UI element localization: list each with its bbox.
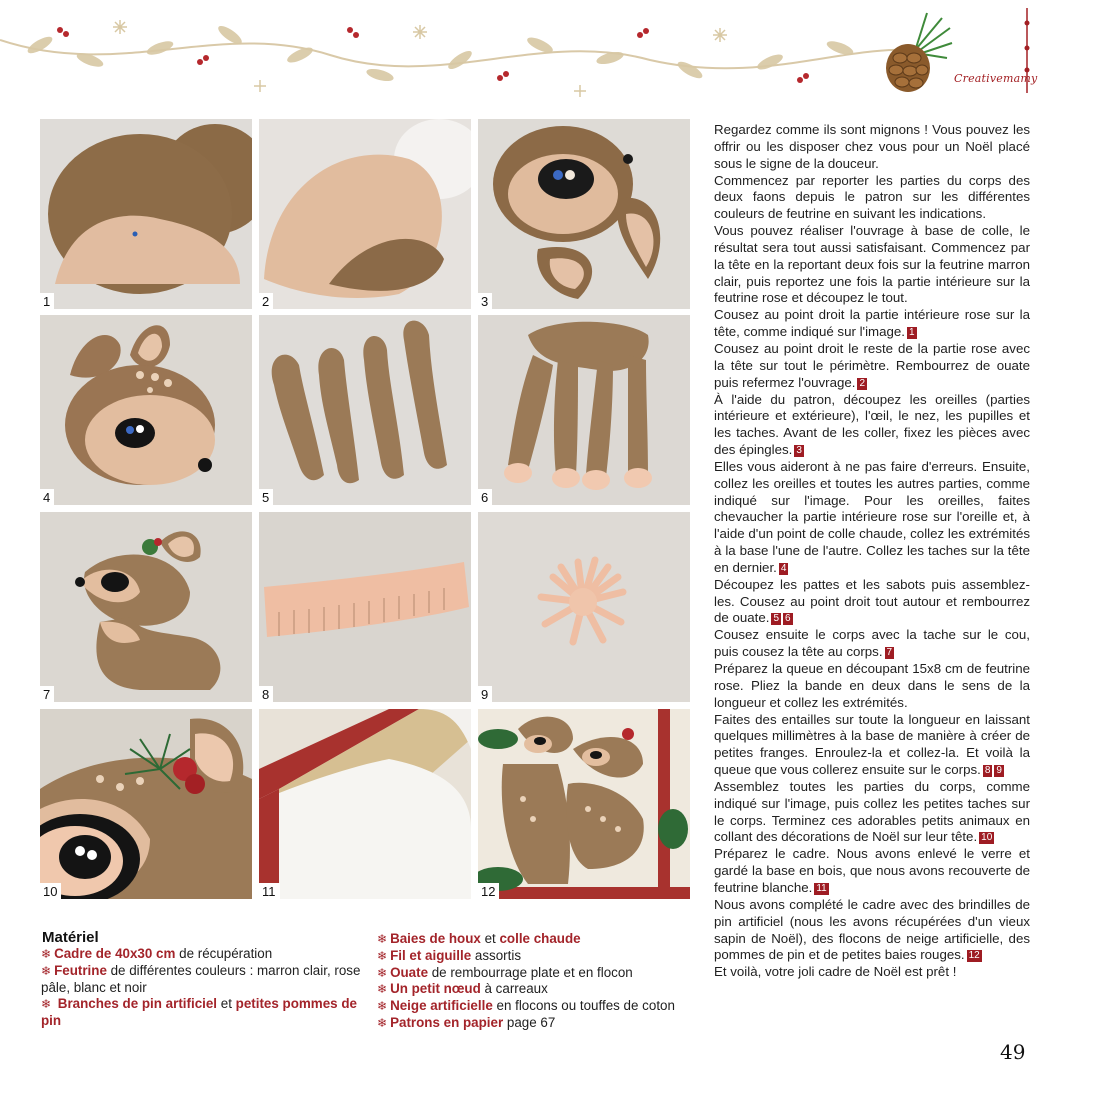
material-item-detail: de récupération	[175, 946, 273, 961]
step-badge: 7	[886, 647, 893, 659]
step-number: 1	[40, 293, 54, 309]
instruction-text: Préparez le cadre. Nous avons enlevé le verre et gardé la base en bois, que nous avons recouverte de feutrine blanche.	[714, 846, 1030, 895]
instruction-text: Et voilà, votre joli cadre de Noël est prêt !	[714, 964, 957, 980]
material-item-name: Feutrine	[54, 962, 107, 978]
step-photo-5	[259, 315, 471, 505]
material-list-left	[41, 946, 361, 1030]
head-decoration-closeup-image	[40, 709, 252, 899]
step-photo-6	[478, 315, 690, 505]
material-item-name: Ouate	[390, 964, 429, 980]
instruction-text: Faites des entailles sur toute la longueur en laissant quelques millimètres à la base de manière à créer de petites franges. Enroulez-la et collez-la. Et voilà la queue que vous collerez ensuite sur le corps.	[714, 711, 1030, 778]
material-item-name: Fil et aiguille	[390, 947, 472, 963]
material-item-name: Un petit nœud	[390, 981, 481, 997]
snowflake-icon: ❄	[41, 947, 52, 961]
material-item-detail: page 67	[503, 1014, 556, 1030]
sewn-head-image	[259, 119, 471, 309]
snowflake-icon: ❄	[41, 997, 52, 1012]
snowflake-icon: ❄	[377, 948, 388, 963]
step-photo-4	[40, 315, 252, 505]
instruction-paragraph	[714, 897, 1030, 964]
material-item-detail: en flocons ou touffes de coton	[492, 998, 675, 1014]
fringed-tail-strip-image	[259, 512, 471, 702]
step-number: 3	[478, 293, 492, 309]
instruction-paragraph	[714, 577, 1030, 628]
instruction-text: Vous pouvez réaliser l'ouvrage à base de colle, le résultat sera tout aussi satisfaisant. Commencez par la tête en la reportant deux fois sur la feutrine marron clair, puis reportez une fois la partie intérieure sur la feutrine rose et découpez le tout.	[714, 223, 1030, 306]
instruction-text: Assemblez toutes les parties du corps, comme indiqué sur l'image, puis collez les petites taches sur le corps. Terminez ces adorables petits animaux en collant des décorations de Noël sur leur tête.	[714, 778, 1030, 845]
step-photo-1	[40, 119, 252, 309]
garland-decoration	[0, 0, 1000, 100]
instruction-text: Découpez les pattes et les sabots puis assemblez-les. Cousez au point droit tout autour et rembourrez de ouate.	[714, 576, 1030, 626]
assembled-head-image	[40, 315, 252, 505]
material-item	[377, 931, 697, 948]
material-item	[377, 998, 697, 1015]
instruction-paragraph	[714, 627, 1030, 661]
step-photo-2	[259, 119, 471, 309]
rolled-tail-image	[478, 512, 690, 702]
material-item	[377, 981, 697, 998]
snowflake-icon: ❄	[377, 1015, 388, 1030]
material-item	[41, 946, 361, 963]
step-photo-3	[478, 119, 690, 309]
instruction-text: Préparez la queue en découpant 15x8 cm de feutrine rose. Pliez la bande en deux dans le sens de la longueur et collez les extrémités.	[714, 661, 1030, 710]
instruction-text: Regardez comme ils sont mignons ! Vous pouvez les offrir ou les disposer chez vous pour un Noël placé sous le signe de la douceur.	[714, 122, 1030, 171]
instruction-paragraph	[714, 392, 1030, 459]
step-number: 7	[40, 686, 54, 702]
instruction-paragraph	[714, 173, 1030, 224]
frame-with-felt-image	[259, 709, 471, 899]
step-badge: 12	[968, 950, 980, 962]
material-item-name: Patrons en papier	[390, 1014, 504, 1030]
instruction-text: Nous avons complété le cadre avec des brindilles de pin artificiel (nous les avons récupérées d'un vieux sapin de Noël), des flocons de neige artificielle, des pommes de pin et de petites baies rouges.	[714, 896, 1030, 963]
material-item-detail: assortis	[471, 947, 522, 963]
instruction-paragraph	[714, 661, 1030, 712]
step-badge: 3	[796, 445, 802, 457]
page-number: 49	[1000, 1040, 1026, 1064]
step-photo-10	[40, 709, 252, 899]
step-badge: 6	[785, 613, 791, 625]
step-number: 2	[259, 293, 273, 309]
step-number: 8	[259, 686, 273, 702]
head-and-body-image	[40, 512, 252, 702]
body-with-legs-image	[478, 315, 690, 505]
step-photo-8	[259, 512, 471, 702]
step-badge: 4	[780, 562, 787, 574]
eye-and-ears-pieces-image	[478, 119, 690, 309]
legs-pieces-image	[259, 315, 471, 505]
step-number: 10	[40, 883, 61, 899]
material-item	[41, 996, 361, 1030]
instruction-text: À l'aide du patron, découpez les oreilles (parties intérieure et extérieure), l'œil, le nez, les pupilles et les taches. Avant de les coller, fixez les pièces avec des épingles.	[714, 391, 1030, 458]
material-item-name: Cadre de 40x30 cm	[54, 946, 176, 961]
snowflake-icon: ❄	[41, 963, 52, 978]
material-item	[377, 1015, 697, 1032]
step-number: 9	[478, 686, 492, 702]
instruction-paragraph	[714, 459, 1030, 577]
material-item	[377, 965, 697, 982]
step-number: 4	[40, 489, 54, 505]
snowflake-icon: ❄	[377, 932, 388, 946]
step-photo-9	[478, 512, 690, 702]
material-item-name: Branches de pin artificiel	[54, 996, 218, 1012]
step-number: 11	[259, 883, 280, 899]
material-item-name: colle chaude	[499, 931, 581, 946]
step-badge: 1	[909, 327, 915, 339]
material-title: Matériel	[42, 929, 99, 946]
instruction-text: Elles vous aideront à ne pas faire d'erreurs. Ensuite, collez les oreilles et toutes les autres parties, comme indiqué sur l'image. Pour les oreilles, faites chevaucher la partie intérieure rose sur l'oreille et, à l'aide d'un point de colle chaude, collez les extrémités à la base l'une de l'autre. Collez les taches sur la tête en dernier.	[714, 458, 1030, 575]
instruction-paragraph	[714, 122, 1030, 173]
step-badge: 11	[816, 882, 827, 894]
step-badge: 5	[773, 613, 780, 625]
material-item-detail: de différentes couleurs : marron clair, rose pâle, blanc et noir	[41, 962, 361, 995]
material-list-right	[377, 931, 697, 1032]
step-photo-12	[478, 709, 690, 899]
material-item-detail: et	[480, 931, 500, 946]
snowflake-icon: ❄	[377, 999, 388, 1014]
step-number: 12	[478, 883, 499, 899]
step-photo-11	[259, 709, 471, 899]
snowflake-icon: ❄	[377, 965, 388, 980]
step-badge: 8	[984, 765, 991, 777]
instruction-paragraph	[714, 341, 1030, 392]
step-badge: 9	[996, 765, 1002, 777]
instruction-text: Cousez au point droit la partie intérieure rose sur la tête, comme indiqué sur l'image.	[714, 307, 1030, 340]
step-number: 6	[478, 489, 492, 505]
material-item-detail: et	[217, 996, 236, 1012]
step-number: 5	[259, 489, 273, 505]
brand-name: Creativemamy	[954, 72, 1038, 85]
felt-head-pieces-image	[40, 119, 252, 309]
material-item-detail: de rembourrage plate et en flocon	[428, 964, 633, 980]
snowflake-icon: ❄	[377, 982, 388, 997]
step-photo-7	[40, 512, 252, 702]
instruction-paragraph	[714, 307, 1030, 341]
material-item	[377, 948, 697, 965]
instruction-paragraph	[714, 846, 1030, 897]
instruction-text: Commencez par reporter les parties du corps des deux faons depuis le patron sur les différentes couleurs de feutrine en suivant les indications.	[714, 172, 1030, 222]
instruction-paragraph	[714, 964, 1030, 981]
material-item-detail: à carreaux	[480, 981, 548, 997]
material-item-name: Baies de houx	[390, 931, 481, 946]
material-item	[41, 963, 361, 997]
material-item-name: Neige artificielle	[390, 998, 493, 1014]
material-item-name: petites pommes de pin	[41, 996, 357, 1029]
instruction-text: Cousez ensuite le corps avec la tache sur le cou, puis cousez la tête au corps.	[714, 627, 1030, 660]
instruction-paragraph	[714, 223, 1030, 307]
step-badge: 2	[859, 377, 866, 389]
instruction-paragraph	[714, 779, 1030, 846]
instruction-paragraph	[714, 712, 1030, 779]
instruction-text: Cousez au point droit le reste de la partie rose avec la tête sur tout le périmètre. Rembourrez de ouate puis refermez l'ouvrage.	[714, 340, 1030, 390]
step-badge: 10	[981, 832, 993, 844]
finished-frame-image	[478, 709, 690, 899]
instructions-text	[714, 122, 1030, 981]
